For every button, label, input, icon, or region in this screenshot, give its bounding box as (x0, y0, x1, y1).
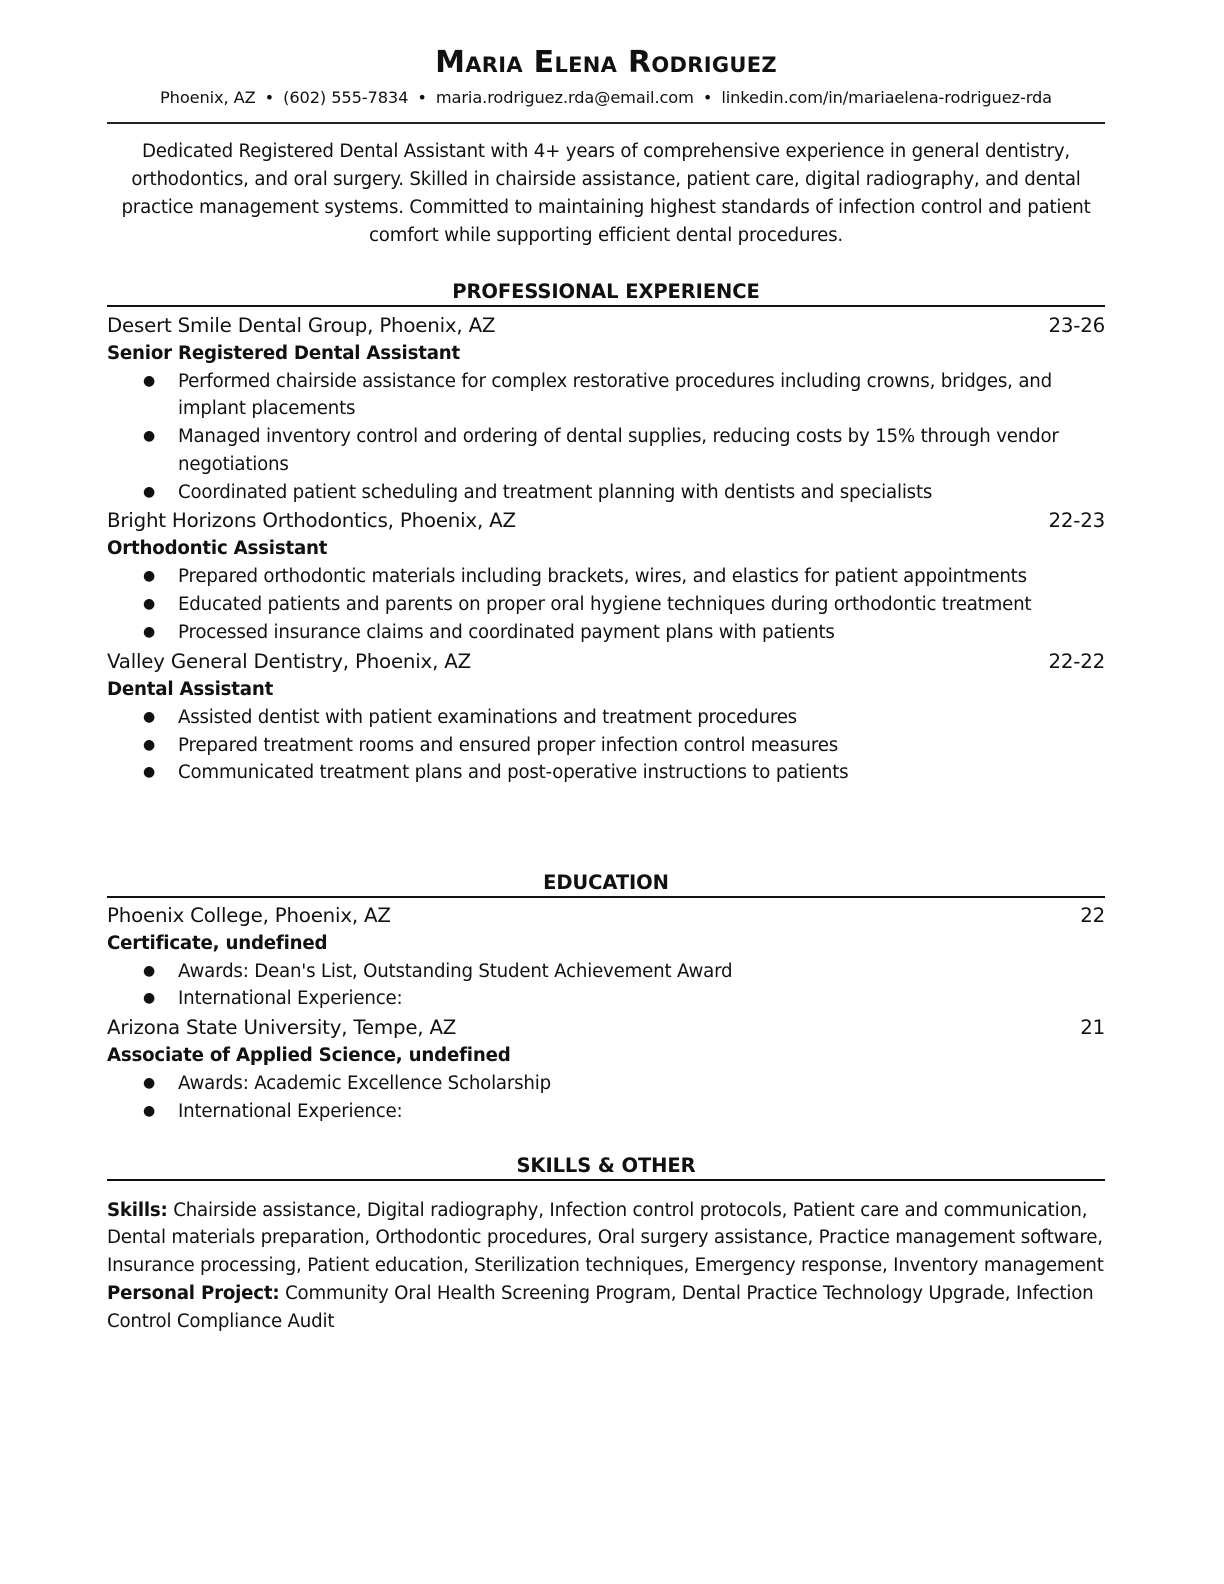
employment-dates: 22-22 (1048, 649, 1105, 673)
bullet-icon: ● (143, 736, 156, 753)
contact-line (107, 86, 1105, 110)
skills-label: Skills: (107, 1199, 168, 1221)
bullet-icon: ● (143, 764, 156, 781)
bullet-list (107, 563, 1105, 646)
contact-phone: (602) 555-7834 (283, 88, 409, 107)
bullet-icon: ● (143, 708, 156, 725)
bullet-text: Coordinated patient scheduling and treatment planning with dentists and specialists (178, 481, 933, 503)
bullet-icon: ● (143, 428, 156, 445)
education-dates: 22 (1080, 903, 1105, 927)
bullet-text: Awards: Academic Excellence Scholarship (178, 1073, 551, 1095)
bullet-text: Processed insurance claims and coordinated payment plans with patients (178, 622, 835, 644)
skills-section (107, 1153, 1105, 1335)
bullet-list (107, 1070, 1105, 1126)
degree: Associate of Applied Science, undefined (107, 1045, 511, 1067)
employer: Valley General Dentistry, Phoenix, AZ (107, 649, 471, 673)
bullet-text: Assisted dentist with patient examinations and treatment procedures (178, 706, 797, 728)
degree: Certificate, undefined (107, 932, 328, 954)
education-section (107, 870, 1105, 1126)
bullet-text: Managed inventory control and ordering of dental supplies, reducing costs by 15% through vendor negotiations (178, 426, 1059, 475)
personal-project-text: Community Oral Health Screening Program, Dental Practice Technology Upgrade, Infection Control Compliance Audit (107, 1282, 1094, 1332)
bullet-icon: ● (143, 372, 156, 389)
section-title-skills: SKILLS & OTHER (516, 1154, 696, 1177)
bullet-icon: ● (143, 483, 156, 500)
section-title-education: EDUCATION (543, 871, 669, 894)
employer: Desert Smile Dental Group, Phoenix, AZ (107, 313, 496, 337)
bullet-text: International Experience: (178, 1100, 403, 1122)
list-item (107, 368, 1105, 424)
bullet-list (107, 958, 1105, 1014)
list-item (107, 958, 1105, 986)
bullet-icon: ● (143, 596, 156, 613)
experience-entry (107, 647, 1105, 787)
list-item (107, 563, 1105, 591)
bullet-text: International Experience: (178, 988, 403, 1010)
bullet-icon: ● (143, 1102, 156, 1119)
list-item (107, 985, 1105, 1013)
list-item (107, 732, 1105, 760)
experience-entry (107, 506, 1105, 646)
experience-section (107, 279, 1105, 787)
contact-email[interactable]: maria.rodriguez.rda@email.com (435, 88, 694, 107)
institution: Phoenix College, Phoenix, AZ (107, 903, 391, 927)
contact-separator: • (702, 88, 713, 107)
skills-paragraph (107, 1197, 1105, 1280)
personal-project-paragraph (107, 1280, 1105, 1336)
bullet-icon: ● (143, 568, 156, 585)
list-item (107, 619, 1105, 647)
personal-project-label: Personal Project: (107, 1282, 280, 1304)
skills-text: Chairside assistance, Digital radiography, Infection control protocols, Patient care and communication, Dental materials preparation, Orthodontic procedures, Oral surgery assistance, Practice management software, Insurance processing, Patient education, Sterilization techniques, Emergency response, Inventory management (107, 1199, 1104, 1277)
bullet-icon: ● (143, 990, 156, 1007)
bullet-list (107, 368, 1105, 507)
section-divider (107, 1179, 1105, 1181)
bullet-icon: ● (143, 1075, 156, 1092)
employment-dates: 22-23 (1048, 509, 1105, 533)
employer: Bright Horizons Orthodontics, Phoenix, AZ (107, 509, 516, 533)
job-title: Dental Assistant (107, 678, 274, 700)
institution: Arizona State University, Tempe, AZ (107, 1016, 457, 1040)
education-dates: 21 (1080, 1016, 1105, 1040)
bullet-text: Communicated treatment plans and post-operative instructions to patients (178, 762, 849, 784)
list-item (107, 1070, 1105, 1098)
section-divider (107, 896, 1105, 898)
list-item (107, 704, 1105, 732)
professional-summary: Dedicated Registered Dental Assistant with 4+ years of comprehensive experience in general dentistry, orthodontics, and oral surgery. Skilled in chairside assistance, patient care, digital radiography, and dental practice management systems. Committed to maintaining highest standards of infection control and patient comfort while supporting efficient dental procedures. (121, 141, 1091, 246)
section-title-experience: PROFESSIONAL EXPERIENCE (452, 280, 760, 303)
education-entry (107, 1013, 1105, 1126)
education-entry (107, 901, 1105, 1014)
list-item (107, 1098, 1105, 1126)
list-item (107, 591, 1105, 619)
bullet-text: Educated patients and parents on proper oral hygiene techniques during orthodontic treatment (178, 594, 1032, 616)
contact-separator: • (264, 88, 275, 107)
candidate-name: Maria Elena Rodriguez (435, 45, 777, 80)
list-item (107, 423, 1105, 479)
bullet-icon: ● (143, 624, 156, 641)
experience-entry (107, 311, 1105, 507)
contact-location: Phoenix, AZ (160, 88, 256, 107)
bullet-text: Prepared treatment rooms and ensured proper infection control measures (178, 734, 838, 756)
contact-separator: • (417, 88, 427, 107)
contact-linkedin[interactable]: linkedin.com/in/mariaelena-rodriguez-rda (721, 88, 1052, 107)
job-title: Senior Registered Dental Assistant (107, 342, 461, 364)
list-item (107, 479, 1105, 507)
list-item (107, 759, 1105, 787)
employment-dates: 23-26 (1048, 313, 1105, 337)
bullet-text: Awards: Dean's List, Outstanding Student Achievement Award (178, 960, 733, 982)
job-title: Orthodontic Assistant (107, 538, 328, 560)
bullet-list (107, 704, 1105, 787)
section-divider (107, 305, 1105, 307)
bullet-icon: ● (143, 962, 156, 979)
bullet-text: Performed chairside assistance for complex restorative procedures including crowns, bridges, and implant placements (178, 370, 1052, 420)
bullet-text: Prepared orthodontic materials including brackets, wires, and elastics for patient appointments (178, 566, 1027, 588)
header-divider (107, 122, 1105, 124)
